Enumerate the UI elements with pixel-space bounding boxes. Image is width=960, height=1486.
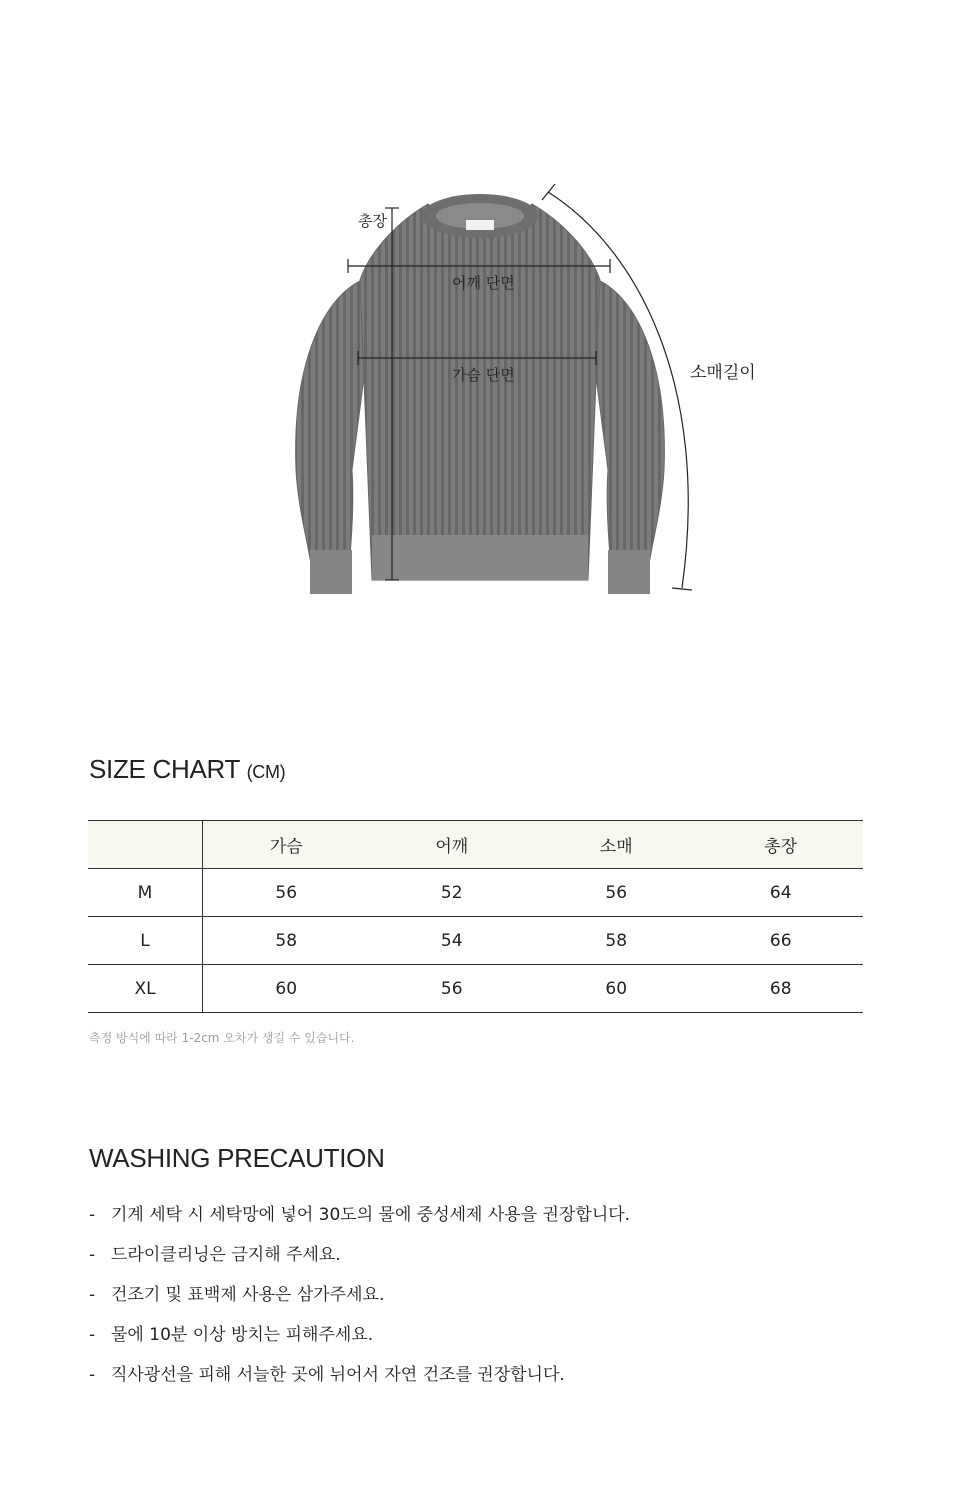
header-length: 총장 bbox=[698, 821, 863, 869]
list-item bbox=[89, 1240, 630, 1280]
list-item-text: 물에 10분 이상 방치는 피해주세요. bbox=[111, 1325, 374, 1345]
table-row bbox=[88, 917, 863, 965]
size-cell: L bbox=[88, 917, 203, 965]
sleeve-length-label: 소매길이 bbox=[690, 363, 756, 383]
value-cell: 52 bbox=[370, 869, 534, 917]
list-dash: - bbox=[89, 1325, 96, 1345]
value-cell: 58 bbox=[203, 917, 370, 965]
value-cell: 68 bbox=[698, 965, 863, 1013]
value-cell: 56 bbox=[203, 869, 370, 917]
size-chart-title bbox=[89, 754, 285, 785]
header-shoulder: 어깨 bbox=[370, 821, 534, 869]
list-item bbox=[89, 1200, 630, 1240]
list-item-text: 건조기 및 표백제 사용은 삼가주세요. bbox=[111, 1285, 385, 1305]
list-dash: - bbox=[89, 1365, 96, 1385]
header-corner bbox=[88, 821, 203, 869]
shoulder-label: 어깨 단면 bbox=[452, 274, 515, 292]
value-cell: 60 bbox=[203, 965, 370, 1013]
size-cell: M bbox=[88, 869, 203, 917]
sweater-illustration bbox=[280, 180, 780, 610]
total-length-label: 총장 bbox=[358, 212, 387, 230]
value-cell: 66 bbox=[698, 917, 863, 965]
list-item-text: 드라이클리닝은 금지해 주세요. bbox=[111, 1245, 341, 1265]
list-dash: - bbox=[89, 1245, 96, 1265]
table-header-row bbox=[88, 821, 863, 869]
table-row bbox=[88, 869, 863, 917]
list-item bbox=[89, 1360, 630, 1400]
value-cell: 56 bbox=[534, 869, 698, 917]
list-item-text: 기계 세탁 시 세탁망에 넣어 30도의 물에 중성세제 사용을 권장합니다. bbox=[111, 1205, 631, 1225]
table-row bbox=[88, 965, 863, 1013]
size-cell: XL bbox=[88, 965, 203, 1013]
value-cell: 60 bbox=[534, 965, 698, 1013]
value-cell: 56 bbox=[370, 965, 534, 1013]
header-chest: 가슴 bbox=[203, 821, 370, 869]
chest-label: 가슴 단면 bbox=[452, 366, 515, 384]
header-sleeve: 소매 bbox=[534, 821, 698, 869]
garment-figure bbox=[280, 180, 780, 610]
size-chart-table bbox=[88, 820, 863, 1013]
value-cell: 64 bbox=[698, 869, 863, 917]
value-cell: 58 bbox=[534, 917, 698, 965]
list-item-text: 직사광선을 피해 서늘한 곳에 뉘어서 자연 건조를 권장합니다. bbox=[111, 1365, 565, 1385]
measurement-note: 측정 방식에 따라 1-2cm 오차가 생길 수 있습니다. bbox=[89, 1031, 355, 1045]
list-dash: - bbox=[89, 1285, 96, 1305]
washing-title: WASHING PRECAUTION bbox=[89, 1143, 385, 1173]
list-dash: - bbox=[89, 1205, 96, 1225]
value-cell: 54 bbox=[370, 917, 534, 965]
size-chart-unit: (CM) bbox=[246, 762, 286, 782]
list-item bbox=[89, 1280, 630, 1320]
size-chart-heading: SIZE CHART bbox=[89, 754, 240, 784]
list-item bbox=[89, 1320, 630, 1360]
washing-list bbox=[89, 1200, 630, 1400]
